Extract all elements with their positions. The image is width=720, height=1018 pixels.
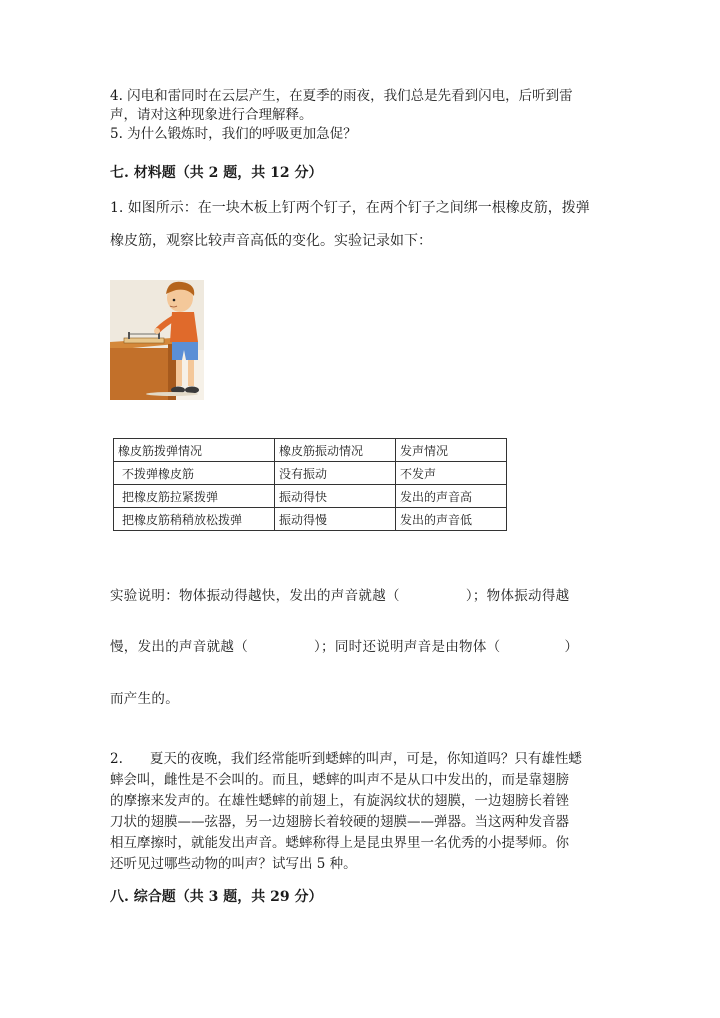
table-cell: 振动得快 bbox=[275, 485, 396, 508]
table-header-cell: 发声情况 bbox=[396, 439, 507, 462]
section-8-title: 八. 综合题（共 3 题，共 29 分） bbox=[110, 889, 323, 905]
fill-blank-line-2 bbox=[110, 635, 578, 655]
material-q2-line-6: 还听见过哪些动物的叫声？试写出 5 种。 bbox=[110, 856, 357, 872]
fill-blank-line-1 bbox=[110, 584, 569, 604]
fill-text: 实验说明：物体振动得越快，发出的声音就越（ bbox=[110, 588, 400, 604]
material-q2-line-3: 的摩擦来发声的。在雄性蟋蟀的前翅上，有旋涡纹状的翅膜，一边翅膀长着锉 bbox=[110, 793, 569, 809]
fill-blank-line-3: 而产生的。 bbox=[110, 691, 179, 707]
experiment-illustration bbox=[110, 280, 204, 400]
table-row bbox=[114, 508, 507, 531]
question-5: 5. 为什么锻炼时，我们的呼吸更加急促？ bbox=[110, 126, 357, 142]
table-cell: 没有振动 bbox=[275, 462, 396, 485]
fill-text: ）；同时还说明声音是由物体（ bbox=[314, 639, 501, 655]
section-7-title: 七. 材料题（共 2 题，共 12 分） bbox=[110, 165, 323, 181]
table-cell: 振动得慢 bbox=[275, 508, 396, 531]
material-q2-line-1: 2. 夏天的夜晚，我们经常能听到蟋蟀的叫声，可是，你知道吗？只有雄性蟋 bbox=[110, 751, 582, 767]
table-cell: 发出的声音高 bbox=[396, 485, 507, 508]
material-q2-line-4: 刀状的翅膜——弦器，另一边翅膀长着较硬的翅膜——弹器。当这两种发音器 bbox=[110, 814, 569, 830]
table-cell: 不拨弹橡皮筋 bbox=[114, 462, 275, 485]
table-cell: 发出的声音低 bbox=[396, 508, 507, 531]
fill-text: ） bbox=[564, 639, 579, 655]
boy-plucking-rubber-band-image bbox=[110, 280, 204, 400]
table-row bbox=[114, 485, 507, 508]
fill-text: 慢，发出的声音就越（ bbox=[110, 639, 248, 655]
material-q2-line-5: 相互摩擦时，就能发出声音。蟋蟀称得上是昆虫界里一名优秀的小提琴师。你 bbox=[110, 835, 569, 851]
table-cell: 把橡皮筋稍稍放松拨弹 bbox=[114, 508, 275, 531]
table-header-cell: 橡皮筋拨弹情况 bbox=[114, 439, 275, 462]
question-4-line-2: 声，请对这种现象进行合理解释。 bbox=[110, 107, 313, 123]
table-header-row bbox=[114, 439, 507, 462]
table-cell: 不发声 bbox=[396, 462, 507, 485]
question-4-line-1: 4. 闪电和雷同时在云层产生，在夏季的雨夜，我们总是先看到闪电，后听到雷 bbox=[110, 88, 573, 104]
material-q1-line-1: 1. 如图所示：在一块木板上钉两个钉子，在两个钉子之间绑一根橡皮筋，拨弹 bbox=[110, 200, 590, 216]
table-cell: 把橡皮筋拉紧拨弹 bbox=[114, 485, 275, 508]
table-row bbox=[114, 462, 507, 485]
material-q2-line-2: 蟀会叫，雌性是不会叫的。而且，蟋蟀的叫声不是从口中发出的，而是靠翅膀 bbox=[110, 772, 569, 788]
experiment-record-table bbox=[113, 438, 507, 531]
material-q1-line-2: 橡皮筋，观察比较声音高低的变化。实验记录如下： bbox=[110, 233, 432, 249]
fill-text: ）；物体振动得越 bbox=[465, 588, 570, 604]
table-header-cell: 橡皮筋振动情况 bbox=[275, 439, 396, 462]
